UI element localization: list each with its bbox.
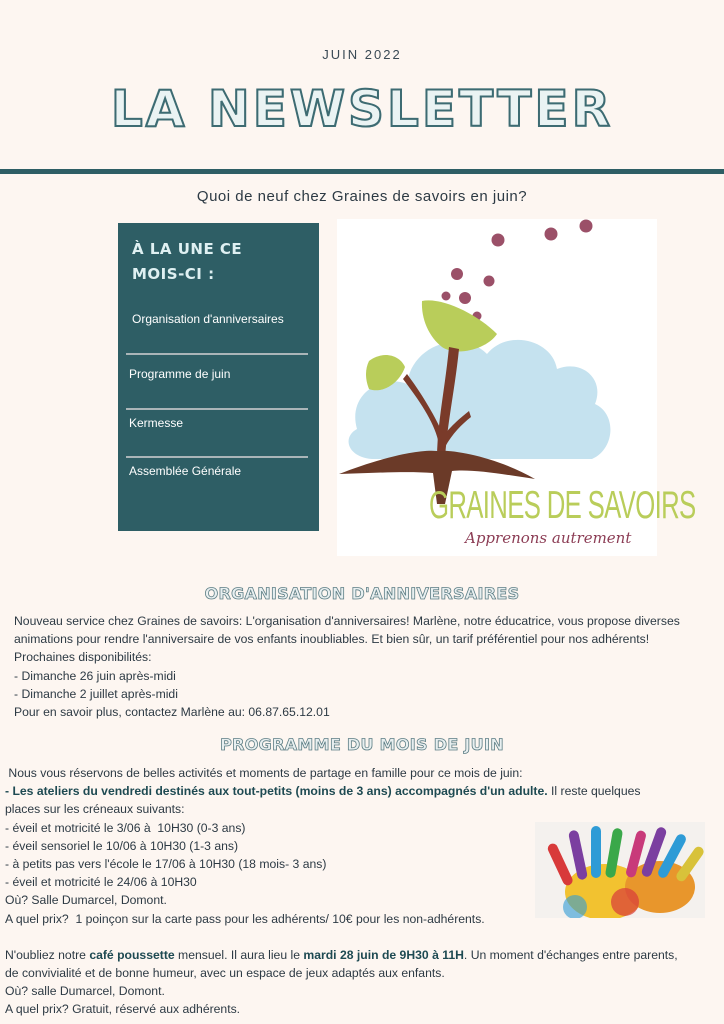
painted-hands-photo xyxy=(535,822,705,918)
text-line: Pour en savoir plus, contactez Marlène au: 06.87.65.12.01 xyxy=(14,705,330,720)
toc-divider xyxy=(126,456,308,458)
text-line: - Dimanche 26 juin après-midi xyxy=(14,668,176,683)
cafe-post: . Un moment d'échanges entre parents, xyxy=(463,947,678,962)
logo-wordmark: GRAINES DE SAVOIRS xyxy=(429,484,696,527)
text-line xyxy=(5,946,717,964)
toc-item-anniversaires[interactable]: Organisation d'anniversaires xyxy=(132,312,284,326)
newsletter-title: LA NEWSLETTER xyxy=(110,80,614,138)
cafe-poussette-highlight: café poussette xyxy=(89,947,175,962)
cafe-date-highlight: mardi 28 juin de 9H30 à 11H xyxy=(303,947,464,962)
text-line xyxy=(5,782,717,800)
graines-de-savoirs-logo xyxy=(337,219,696,556)
issue-date: JUIN 2022 xyxy=(322,47,402,62)
toc-item-programme[interactable]: Programme de juin xyxy=(129,367,231,381)
ateliers-highlight: - Les ateliers du vendredi destinés aux tout-petits (moins de 3 ans) accompagnés d'un adulte. xyxy=(5,784,548,799)
logo-tagline: Apprenons autrement xyxy=(465,529,632,547)
text-line: de convivialité et de bonne humeur, avec un espace de jeux adaptés aux enfants. xyxy=(5,966,445,981)
text-line: A quel prix? 1 poinçon sur la carte pass pour les adhérents/ 10€ pour les non-adhérents. xyxy=(5,911,485,926)
toc-divider xyxy=(126,408,308,410)
text-line: - Dimanche 2 juillet après-midi xyxy=(14,686,178,701)
slot-item: - éveil sensoriel le 10/06 à 10H30 (1-3 ans) xyxy=(5,838,239,853)
toc-divider xyxy=(126,353,308,355)
text-line: Nouveau service chez Graines de savoirs: L'organisation d'anniversaires! Marlène, notre éducatrice, vous propose diverses xyxy=(14,614,680,628)
text-line: Où? salle Dumarcel, Domont. xyxy=(5,984,165,999)
section-heading-programme: PROGRAMME DU MOIS DE JUIN xyxy=(220,735,504,754)
toc-item-kermesse[interactable]: Kermesse xyxy=(129,416,184,430)
text-line: A quel prix? Gratuit, réservé aux adhérents. xyxy=(5,1002,241,1017)
cafe-mid: mensuel. Il aura lieu le xyxy=(174,947,304,962)
newsletter-subtitle: Quoi de neuf chez Graines de savoirs en juin? xyxy=(196,188,528,205)
table-of-contents xyxy=(118,223,319,531)
text-line: animations pour rendre l'anniversaire de vos enfants inoubliables. Et bien sûr, un tarif préférentiel pour nos adhérents! xyxy=(14,632,650,647)
toc-item-assemblee[interactable]: Assemblée Générale xyxy=(129,464,242,478)
ateliers-rest: Il reste quelques xyxy=(547,784,641,799)
text-line: Nous vous réservons de belles activités et moments de partage en famille pour ce mois de juin: xyxy=(5,766,523,780)
text-line: Où? Salle Dumarcel, Domont. xyxy=(5,893,167,908)
anniversaires-text xyxy=(14,612,714,721)
slot-item: - éveil et motricité le 24/06 à 10H30 xyxy=(5,875,197,890)
slot-item: - éveil et motricité le 3/06 à 10H30 (0-3 ans) xyxy=(5,820,246,835)
painted-hands-image-icon xyxy=(535,822,705,918)
text-line: Prochaines disponibilités: xyxy=(14,650,152,665)
header-divider xyxy=(0,169,724,174)
cafe-pre: N'oubliez notre xyxy=(5,947,90,962)
section-heading-anniversaires: ORGANISATION D'ANNIVERSAIRES xyxy=(204,584,520,603)
toc-heading: À LA UNE CE MOIS-CI : xyxy=(132,240,243,283)
slot-item: - à petits pas vers l'école le 17/06 à 10H30 (18 mois- 3 ans) xyxy=(5,857,327,872)
text-line: places sur les créneaux suivants: xyxy=(5,802,185,817)
